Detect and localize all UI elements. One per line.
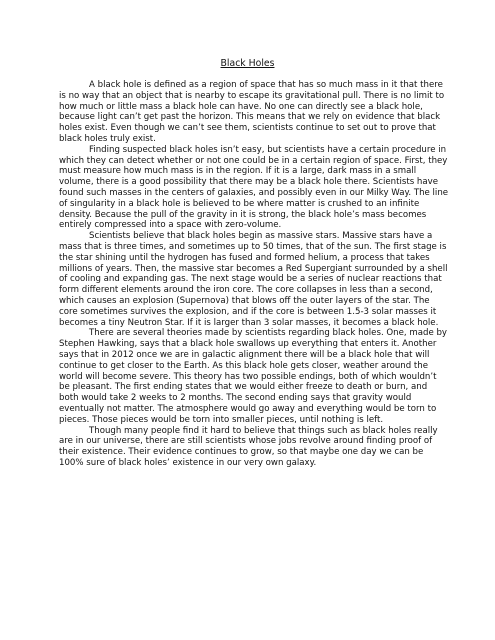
- paragraph: There are several theories made by scientists regarding black holes. One, made by Stephen Hawking, says that a black hole swallows up everything that enters it. Another says that in 2012 once we are in galactic alignment there will be a black hole that will continue to get closer to the Earth. As this black hole gets closer, weather around the world will become severe. This theory has two possible endings, both of which wouldn’t be pleasant. The first ending states that we would either freeze to death or burn, and both would take 2 weeks to 2 months. The second ending says that gravity would eventually not matter. The atmosphere would go away and everything would be torn to pieces. Those pieces would be torn into smaller pieces, until nothing is left.: [59, 328, 448, 425]
- paragraph: Though many people find it hard to believe that things such as black holes really are in our universe, there are still scientists whose jobs revolve around finding proof of their existence. Their evidence continues to grow, so that maybe one day we can be 100% sure of black holes’ existence in our very own galaxy.: [59, 425, 438, 468]
- paragraph: A black hole is defined as a region of space that has so much mass in it that there is no way that an object that is nearby to escape its gravitational pull. There is no limit to how much or little mass a black hole can have. No one can directly see a black hole, because light can’t get past the horizon. This means that we rely on evidence that black holes exist. Even though we can’t see them, scientists continue to set out to prove that black holes truly exist.: [59, 80, 445, 144]
- document-body: [59, 80, 449, 469]
- document-title: Black Holes: [220, 58, 275, 69]
- paragraph: Finding suspected black holes isn’t easy, but scientists have a certain procedure in which they can detect whether or not one could be in a certain region of space. First, they must measure how much mass is in the region. If it is a large, dark mass in a small volume, there is a good possibility that there may be a black hole there. Scientists have found such masses in the centers of galaxies, and possibly even in our Milky Way. The line of singularity in a black hole is believed to be where matter is crushed to an infinite density. Because the pull of the gravity in it is strong, the black hole’s mass becomes entirely compressed into a space with zero-volume.: [59, 144, 449, 231]
- paragraph: Scientists believe that black holes begin as massive stars. Massive stars have a mass that is three times, and sometimes up to 50 times, that of the sun. The first stage is the star shining until the hydrogen has fused and formed helium, a process that takes millions of years. Then, the massive star becomes a Red Supergiant surrounded by a shell of cooling and expanding gas. The next stage would be a series of nuclear reactions that form different elements around the iron core. The core collapses in less than a second, which causes an explosion (Supernova) that blows off the outer layers of the star. The core sometimes survives the explosion, and if the core is between 1.5-3 solar masses it becomes a tiny Neutron Star. If it is larger than 3 solar masses, it becomes a black hole.: [59, 231, 448, 328]
